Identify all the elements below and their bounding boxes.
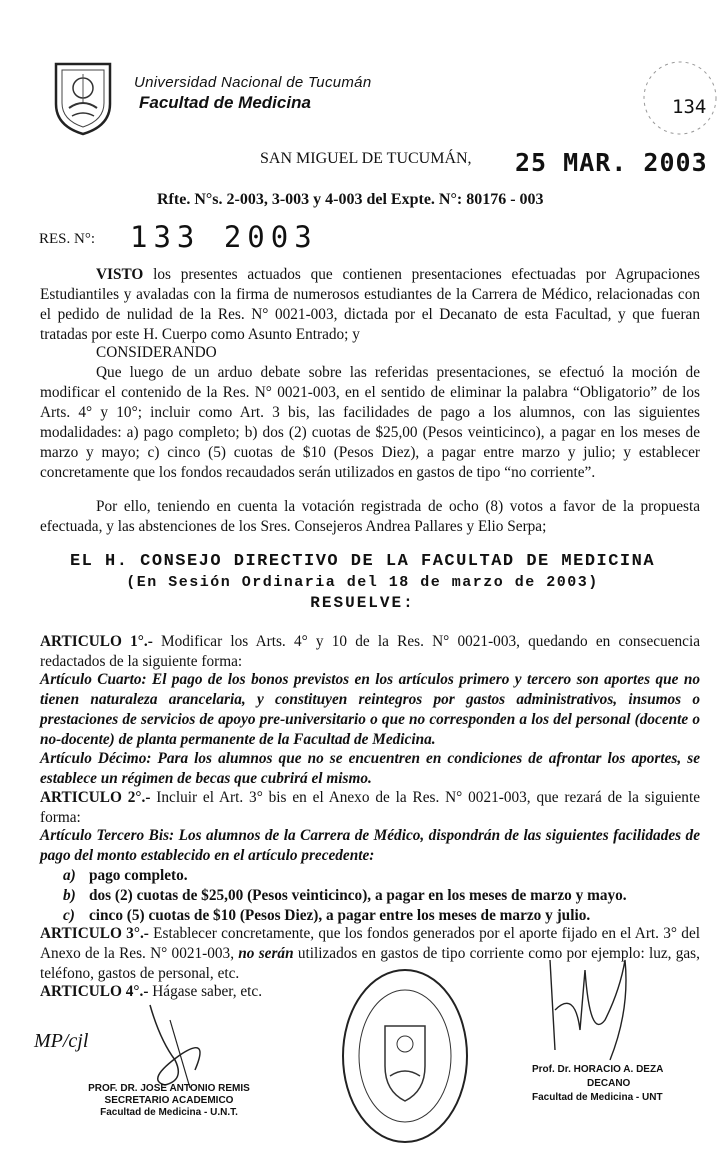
articulo-4-label: ARTICULO 4°.- <box>40 983 149 1000</box>
official-round-seal <box>340 966 470 1146</box>
articulo-1 <box>40 632 700 672</box>
payment-option-b-text: dos (2) cuotas de $25,00 (Pesos veinticinco), a pagar en los meses de marzo y mayo. <box>89 887 627 904</box>
articulo-decimo-text: Para los alumnos que no se encuentren en condiciones de afrontar los aportes, se establece un régimen de becas que cubrirá el mismo. <box>40 750 700 787</box>
payment-option-c-letter: c) <box>63 907 75 924</box>
articulo-3-text-b: utilizados en gastos de tipo corriente como por ejemplo: luz, gas, teléfono, gastos de personal, etc. <box>40 945 700 982</box>
resolution-number: 133 2003 <box>130 220 318 254</box>
left-signature-block <box>64 1083 274 1119</box>
place-line: SAN MIGUEL DE TUCUMÁN, <box>260 150 472 167</box>
left-signatory-org: Facultad de Medicina - U.N.T. <box>100 1107 238 1118</box>
left-signatory-name: PROF. DR. JOSE ANTONIO REMIS <box>88 1083 250 1094</box>
council-heading: EL H. CONSEJO DIRECTIVO DE LA FACULTAD DE MEDICINA <box>69 552 656 571</box>
payment-option-b <box>63 886 627 906</box>
initials: MP/cjl <box>34 1030 89 1052</box>
articulo-1-label: ARTICULO 1°.- <box>40 633 153 650</box>
articulo-cuarto <box>40 670 700 750</box>
resuelve-heading: RESUELVE: <box>310 594 415 612</box>
articulo-1-text: Modificar los Arts. 4° y 10 de la Res. N° 0021-003, quedando en consecuencia redactados de la siguiente forma: <box>40 633 700 670</box>
expediente-reference: Rfte. N°s. 2-003, 3-003 y 4-003 del Expte. N°: 80176 - 003 <box>157 191 544 208</box>
page-number: 134 <box>672 96 707 118</box>
left-signatory-role: SECRETARIO ACADEMICO <box>104 1095 234 1106</box>
articulo-3-label: ARTICULO 3°.- <box>40 925 149 942</box>
considerando-heading: CONSIDERANDO <box>96 344 217 361</box>
articulo-3-emphasis: no serán <box>238 945 294 962</box>
resolution-label: RES. N°: <box>39 231 96 247</box>
faculty-name: Facultad de Medicina <box>139 93 311 112</box>
articulo-tercero-bis <box>40 826 700 866</box>
session-heading: (En Sesión Ordinaria del 18 de marzo de 2003) <box>126 574 599 591</box>
articulo-cuarto-title: Artículo Cuarto: <box>40 671 147 688</box>
articulo-cuarto-text: El pago de los bonos previstos en los artículos primero y tercero son aportes que no tienen naturaleza arancelaria, y constituyen reintegros por gastos administrativos, insumos o prestaciones de servicios de apoyo pre-universitario o que no corresponden a los del personal (docente o no-docente) de planta permanente de la Facultad de Medicina. <box>40 671 701 748</box>
considerando-paragraph-2: Por ello, teniendo en cuenta la votación registrada de ocho (8) votos a favor de la propuesta efectuada, y las abstenciones de los Sres. Consejeros Andrea Pallares y Elio Serpa; <box>40 498 700 535</box>
articulo-4-text: Hágase saber, etc. <box>148 983 263 1000</box>
date-stamp: 25 MAR. 2003 <box>515 148 708 177</box>
payment-option-c <box>63 906 590 926</box>
right-signatory-role: DECANO <box>587 1078 631 1089</box>
visto-text: los presentes actuados que contienen presentaciones efectuadas por Agrupaciones Estudiantiles y avaladas con la firma de numerosos estudiantes de la Carrera de Médico, relacionadas con el pedido de nulidad de la Res. N° 0021-003, dictada por el Decanato de esta Facultad, y que fueran tratadas por este H. Cuerpo como Asunto Entrado; y <box>40 266 700 343</box>
payment-option-a-text: pago completo. <box>89 867 188 884</box>
visto-heading: VISTO <box>96 266 144 283</box>
university-name: Universidad Nacional de Tucumán <box>134 74 372 91</box>
considerando-paragraph-1: Que luego de un arduo debate sobre las referidas presentaciones, se efectuó la moción de modificar el contenido de la Res. N° 0021-003, en el sentido de eliminar la palabra “Obligatorio” de los Arts. 4° y 10°; incluir como Art. 3 bis, las facilidades de pago a los alumnos, con las siguientes modalidades: a) pago completo; b) dos (2) cuotas de $25,00 (Pesos veinticinco), a pagar en los meses de marzo y mayo; c) cinco (5) cuotas de $10 (Pesos Diez), a pagar entre marzo y julio; y establecer concretamente que los fondos recaudados serán utilizados en gastos de tipo “no corriente”. <box>40 364 700 481</box>
articulo-tercero-bis-text: Los alumnos de la Carrera de Médico, dispondrán de las siguientes facilidades de pago del monto establecido en el artículo precedente: <box>40 827 700 864</box>
articulo-3-text-a: Establecer concretamente, que los fondos generados por el aporte fijado en el Art. 3° del Anexo de la Res. N° 0021-003, <box>40 925 700 962</box>
right-signature-scribble <box>530 950 650 1070</box>
articulo-2-text: Incluir el Art. 3° bis en el Anexo de la Res. N° 0021-003, que rezará de la siguiente forma: <box>40 789 700 826</box>
left-signature-scribble <box>120 1000 250 1090</box>
right-signatory-name: Prof. Dr. HORACIO A. DEZA <box>532 1064 664 1075</box>
articulo-decimo <box>40 749 700 789</box>
articulo-decimo-title: Artículo Décimo: <box>40 750 152 767</box>
payment-option-a <box>63 866 188 886</box>
articulo-2 <box>40 788 700 828</box>
payment-option-c-text: cinco (5) cuotas de $10 (Pesos Diez), a pagar entre los meses de marzo y julio. <box>89 907 591 924</box>
visto-paragraph <box>40 265 700 345</box>
right-signatory-org: Facultad de Medicina - UNT <box>532 1092 663 1103</box>
articulo-tercero-bis-title: Artículo Tercero Bis: <box>40 827 175 844</box>
payment-option-a-letter: a) <box>63 867 76 884</box>
articulo-4 <box>40 982 340 1002</box>
right-signature-block <box>532 1063 712 1105</box>
articulo-2-label: ARTICULO 2°.- <box>40 789 151 806</box>
payment-option-b-letter: b) <box>63 887 76 904</box>
university-seal-logo <box>52 60 114 136</box>
